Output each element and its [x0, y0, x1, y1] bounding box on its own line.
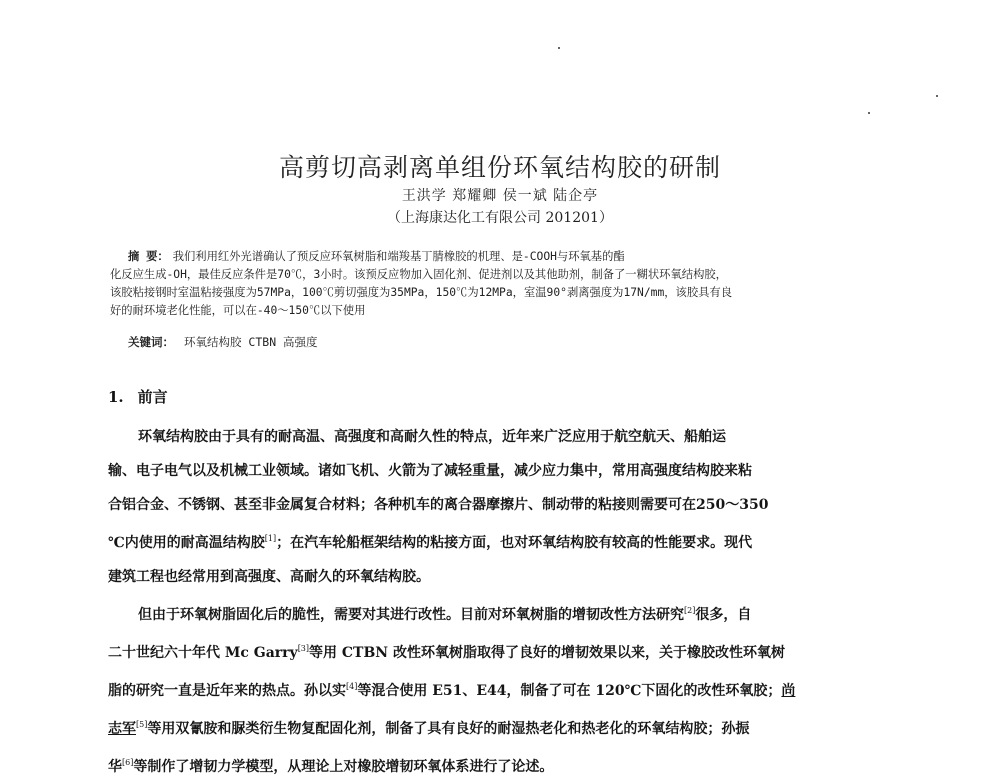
paper-affiliation: （上海康达化工有限公司 201201） — [387, 210, 613, 226]
citation-ref: [1] — [264, 534, 277, 543]
paragraph-line — [108, 632, 878, 670]
underlined-author: 尚 — [781, 683, 796, 699]
abstract — [110, 248, 885, 320]
body-text — [108, 420, 878, 784]
abstract-text: 我们利用红外光谱确认了预反应环氧树脂和端羧基丁腈橡胶的机理、是-COOH与环氧基的酯 — [172, 250, 625, 263]
citation-ref: [5] — [136, 720, 148, 729]
text-run: 二十世纪六十年代 Mc Garry — [108, 645, 298, 661]
paragraph-line — [108, 522, 878, 560]
text-run: 华 — [108, 759, 122, 775]
paragraph-line: 合铝合金、不锈钢、甚至非金属复合材料；各种机车的离合器摩擦片、制动带的粘接则需要可在250～350 — [108, 497, 769, 513]
paper-title: 高剪切高剥离单组份环氧结构胶的研制 — [278, 153, 721, 182]
text-run: 等用双氰胺和脲类衍生物复配固化剂，制备了具有良好的耐湿热老化和热老化的环氧结构胶；孙振 — [147, 721, 750, 737]
section-heading — [108, 386, 168, 407]
citation-ref: [2] — [684, 606, 696, 615]
paragraph-line — [108, 746, 878, 784]
citation-ref: [6] — [122, 758, 134, 767]
text-run: 很多，自 — [695, 607, 752, 623]
paper-authors: 王洪学 郑耀卿 侯一斌 陆企亭 — [401, 188, 599, 204]
scan-speck — [936, 95, 938, 97]
keywords-value: 环氧结构胶 CTBN 高强度 — [184, 335, 318, 349]
scan-speck — [558, 47, 560, 49]
keywords-label: 关键词： — [128, 335, 174, 349]
text-run: 脂的研究一直是近年来的热点。孙以实 — [108, 683, 346, 699]
text-run: 等用 CTBN 改性环氧树脂取得了良好的增韧效果以来，关于橡胶改性环氧树 — [309, 645, 785, 661]
text-run: ；在汽车轮船框架结构的粘接方面，也对环氧结构胶有较高的性能要求。现代 — [276, 535, 753, 551]
scan-speck — [868, 112, 870, 114]
abstract-line: 好的耐环境老化性能，可以在-40～150℃以下使用 — [110, 304, 366, 317]
paragraph-line — [108, 708, 878, 746]
paragraph-line: 环氧结构胶由于具有的耐高温、高强度和高耐久性的特点，近年来广泛应用于航空航天、船舶运 — [138, 429, 726, 445]
text-run: ℃内使用的耐高温结构胶 — [108, 535, 265, 551]
abstract-label: 摘 要： — [128, 250, 169, 263]
underlined-author: 志军 — [108, 721, 136, 737]
abstract-line: 化反应生成-OH，最佳反应条件是70℃，3小时。该预反应物加入固化剂、促进剂以及其他助剂，制备了一糊状环氧结构胶， — [110, 268, 727, 281]
paragraph-line — [108, 670, 878, 708]
text-run: 等制作了增韧力学模型，从理论上对橡胶增韧环氧体系进行了论述。 — [133, 759, 554, 775]
citation-ref: [3] — [297, 644, 310, 653]
abstract-line: 该胶粘接钢时室温粘接强度为57MPa，100℃剪切强度为35MPa，150℃为12MPa，室温90°剥离强度为17N/mm，该胶具有良 — [110, 286, 733, 299]
text-run: 但由于环氧树脂固化后的脆性，需要对其进行改性。目前对环氧树脂的增韧改性方法研究 — [138, 607, 684, 623]
citation-ref: [4] — [346, 682, 358, 691]
text-run: 等混合使用 E51、E44，制备了可在 120℃下固化的改性环氧胶； — [357, 683, 782, 699]
abstract-line — [110, 248, 885, 266]
paragraph-line: 输、电子电气以及机械工业领域。诸如飞机、火箭为了减轻重量，减少应力集中，常用高强度结构胶来粘 — [108, 463, 752, 479]
paragraph-line — [108, 594, 878, 632]
section-title: 前言 — [137, 388, 168, 406]
paragraph-line: 建筑工程也经常用到高强度、高耐久的环氧结构胶。 — [108, 569, 430, 585]
keywords — [128, 334, 318, 350]
section-number: 1. — [108, 388, 124, 406]
